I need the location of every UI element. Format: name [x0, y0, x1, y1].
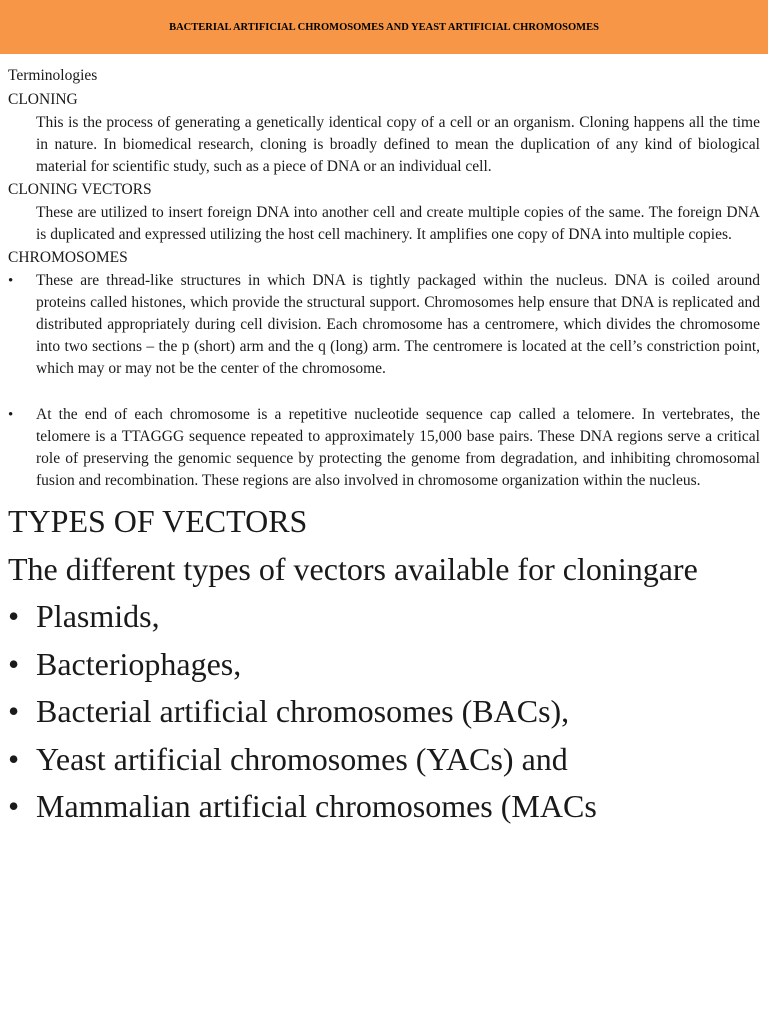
page-title: BACTERIAL ARTIFICIAL CHROMOSOMES AND YEAST ARTIFICIAL CHROMOSOMES [169, 21, 599, 33]
types-intro: The different types of vectors available for cloningare [8, 550, 698, 587]
vector-type-label: Yeast artificial chromosomes (YACs) and [36, 740, 568, 777]
vector-type-label: Bacterial artificial chromosomes (BACs), [36, 693, 570, 729]
list-item [8, 736, 760, 784]
chromosomes-heading: CHROMOSOMES [8, 249, 128, 266]
document-body [8, 64, 760, 831]
terminologies-label: Terminologies [8, 67, 98, 84]
bullet-icon: • [8, 645, 20, 682]
list-item [8, 688, 760, 736]
bullet-icon: • [8, 273, 14, 289]
header-bar [0, 0, 768, 54]
cloning-heading: CLONING [8, 91, 78, 108]
types-heading: TYPES OF VECTORS [8, 503, 308, 539]
vector-type-label: Plasmids, [36, 598, 160, 634]
list-item [8, 593, 760, 641]
list-item [8, 783, 760, 831]
bullet-icon: • [8, 740, 20, 777]
cloning-vectors-paragraph: These are utilized to insert foreign DNA into another cell and create multiple copies of the same. The foreign DNA is duplicated and expressed utilizing the host cell machinery. It amplifies one copy of DNA into multiple copies. [36, 204, 760, 243]
vector-type-label: Mammalian artificial chromosomes (MACs [36, 788, 597, 824]
chromosome-bullet-text: At the end of each chromosome is a repetitive nucleotide sequence cap called a telomere. In vertebrates, the telomere is a TTAGGG sequence repeated to approximately 15,000 base pairs. These DNA regions serve a critical role of preserving the genomic sequence by protecting the genome from degradation, and inhibiting chromosomal fusion and recombination. These regions are also involved in chromosome organization within the nucleus. [36, 406, 760, 489]
chromosome-bullet-text: These are thread-like structures in which DNA is tightly packaged within the nucleus. DNA is coiled around proteins called histones, which provide the structural support. Chromosomes help ensure that DNA is replicated and distributed appropriately during cell division. Each chromosome has a centromere, which divides the chromosome into two sections – the p (short) arm and the q (long) arm. The centromere is located at the cell’s constriction point, which may or may not be the center of the chromosome. [36, 272, 760, 377]
cloning-vectors-heading: CLONING VECTORS [8, 181, 152, 198]
bullet-icon: • [8, 407, 14, 423]
cloning-paragraph: This is the process of generating a genetically identical copy of a cell or an organism. Cloning happens all the time in nature. In biomedical research, cloning is broadly defined to mean the duplication of any kind of biological material for scientific study, such as a piece of DNA or an individual cell. [36, 114, 760, 175]
bullet-icon: • [8, 693, 20, 729]
list-item [8, 404, 760, 492]
list-item [8, 641, 760, 689]
bullet-icon: • [8, 598, 20, 634]
list-item [8, 270, 760, 380]
vector-type-label: Bacteriophages, [36, 645, 242, 682]
bullet-icon: • [8, 788, 20, 824]
